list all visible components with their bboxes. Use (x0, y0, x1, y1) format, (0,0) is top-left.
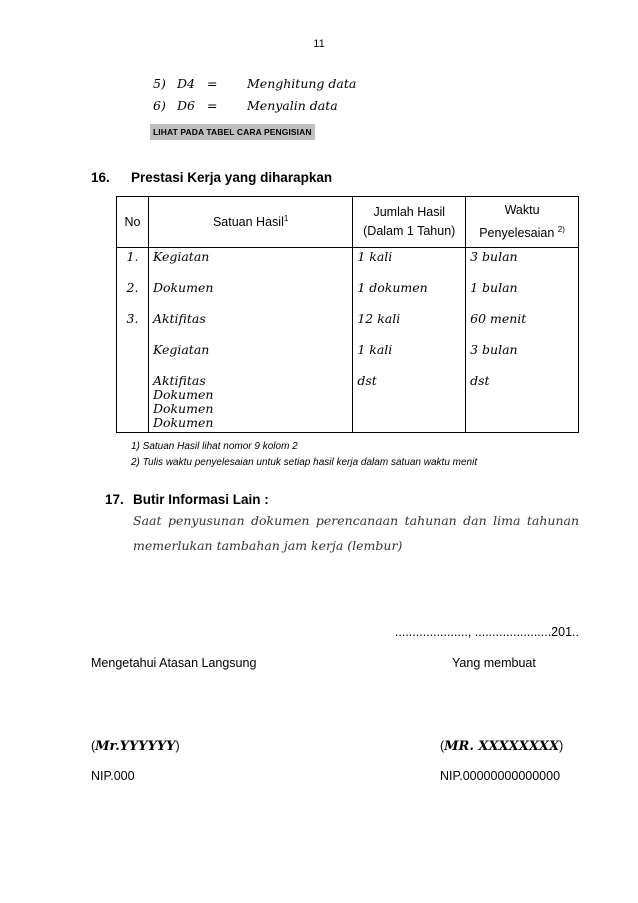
footnote-2: 2) Tulis waktu penyelesaian untuk setiap hasil kerja dalam satuan waktu menit (131, 457, 478, 468)
item-description: Menyalin data (247, 98, 338, 113)
section-17-number: 17. (105, 492, 124, 507)
footnote-1: 1) Satuan Hasil lihat nomor 9 kolom 2 (131, 441, 298, 452)
cell-waktu: dst (466, 374, 579, 433)
cell-jumlah: 1 kali (353, 248, 466, 282)
item-equals: = (207, 76, 218, 91)
cell-satuan: Dokumen (148, 281, 352, 312)
maker-name: (MR. XXXXXXXX) (440, 739, 564, 754)
cell-jumlah: 12 kali (353, 312, 466, 343)
item-code: D6 (177, 98, 195, 113)
section-17-text-line2: memerlukan tambahan jam kerja (lembur) (133, 538, 403, 553)
cell-no: 3. (117, 312, 149, 343)
item-equals: = (207, 98, 218, 113)
item-code: D4 (177, 76, 195, 91)
header-waktu-sup: 2) (557, 224, 565, 234)
cell-waktu: 3 bulan (466, 343, 579, 374)
section-17-title: Butir Informasi Lain : (133, 492, 269, 507)
performance-table (116, 196, 579, 433)
section-17-text-line1: Saat penyusunan dokumen perencanaan tahunan dan lima tahunan (133, 513, 579, 528)
section-16-title: Prestasi Kerja yang diharapkan (131, 170, 333, 185)
cell-no: 1. (117, 248, 149, 282)
header-no: No (117, 197, 149, 248)
section-16-number: 16. (91, 170, 110, 185)
maker-label: Yang membuat (452, 656, 536, 670)
cell-line: Aktifitas (152, 373, 206, 388)
table-row (117, 343, 579, 374)
cell-satuan: Kegiatan (148, 343, 352, 374)
cell-no: 2. (117, 281, 149, 312)
header-jumlah-hasil: Jumlah Hasil (Dalam 1 Tahun) (353, 197, 466, 248)
cell-jumlah: 1 dokumen (353, 281, 466, 312)
cell-no (117, 374, 149, 433)
cell-waktu: 1 bulan (466, 281, 579, 312)
table-header-row (117, 197, 579, 248)
cell-satuan-multi (148, 374, 352, 433)
supervisor-name: (Mr.YYYYYY) (91, 739, 180, 754)
maker-nip: NIP.00000000000000 (440, 769, 561, 783)
cell-jumlah: 1 kali (353, 343, 466, 374)
cell-jumlah: dst (353, 374, 466, 433)
cell-waktu: 60 menit (466, 312, 579, 343)
cell-satuan: Aktifitas (148, 312, 352, 343)
cell-line: Dokumen (152, 387, 214, 402)
table-row (117, 281, 579, 312)
table-row (117, 248, 579, 282)
item-number: 6) (153, 98, 166, 113)
cell-line: Dokumen (152, 401, 214, 416)
date-line: ....................., ......................201.. (394, 625, 579, 639)
cell-satuan: Kegiatan (148, 248, 352, 282)
item-number: 5) (153, 76, 166, 91)
item-description: Menghitung data (247, 76, 357, 91)
highlight-note: LIHAT PADA TABEL CARA PENGISIAN (150, 124, 315, 140)
header-satuan-hasil: Satuan Hasil$^1$ (148, 197, 352, 248)
table-row (117, 312, 579, 343)
cell-waktu: 3 bulan (466, 248, 579, 282)
cell-no (117, 343, 149, 374)
code-list-item (153, 76, 413, 92)
header-satuan-sup: 1 (283, 214, 289, 224)
supervisor-label: Mengetahui Atasan Langsung (91, 656, 257, 670)
code-list-item (153, 98, 413, 114)
supervisor-nip: NIP.000 (91, 769, 135, 783)
table-row (117, 374, 579, 433)
cell-line: Dokumen (152, 415, 214, 430)
header-waktu: Waktu Penyelesaian $^{2)}$ (466, 197, 579, 248)
page-number: 11 (313, 38, 325, 50)
